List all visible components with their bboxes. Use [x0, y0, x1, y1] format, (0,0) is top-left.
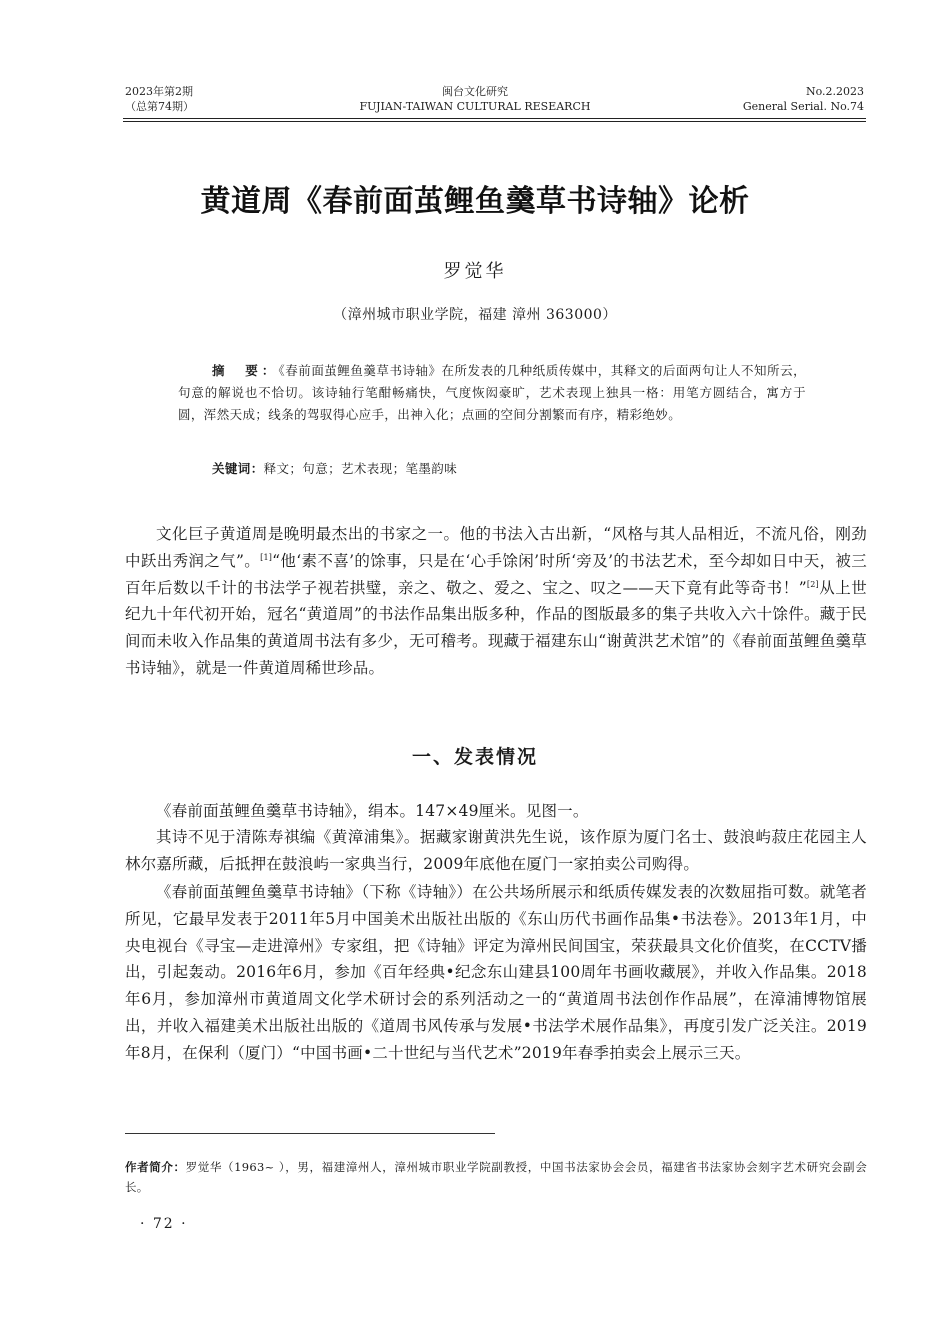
header-rule-thin [123, 121, 866, 122]
header-issue-en [743, 84, 864, 114]
abstract-text: 《春前面茧鲤鱼羹草书诗轴》在所发表的几种纸质传媒中，其释文的后面两句让人不知所云，句意的解说也不恰切。该诗轴行笔酣畅痛快，气度恢闳豪旷，艺术表现上独具一格：用笔方圆结合，寓方于圆，浑然天成；线条的驾驭得心应手，出神入化；点画的空间分割繁而有序，精彩绝妙。 [178, 363, 806, 422]
header-journal-en: FUJIAN-TAIWAN CULTURAL RESEARCH [359, 100, 591, 113]
citation-2: [2] [806, 579, 819, 589]
paragraph-1-part-c: 从上世纪九十年代初开始，冠名“黄道周”的书法作品集出版多种，作品的图版最多的集子共收入六十馀件。藏于民间而未收入作品集的黄道周书法有多少，无可稽考。现藏于福建东山“谢黄洪艺术馆”的《春前面茧鲤鱼羹草书诗轴》，就是一件黄道周稀世珍品。 [125, 578, 867, 677]
body-paragraph-2: 《春前面茧鲤鱼羹草书诗轴》，绢本。147×49厘米。见图一。 [156, 802, 589, 820]
keywords-label: 关键词： [212, 461, 264, 476]
section-heading: 一、发表情况 [411, 746, 538, 768]
header-rule-thick [123, 118, 866, 119]
author-bio-footnote [125, 1157, 867, 1197]
abstract-label: 摘 要： [212, 363, 279, 378]
paragraph-1-part-a: 文化巨子黄道周是晚明最杰出的书家之一。他的书法入古出新，“风格与其人品相近，不流凡俗，刚劲中跃出秀润之气”。 [125, 525, 867, 570]
header-issue: 2023年第2期 [125, 85, 193, 98]
header-serial: （总第74期） [125, 100, 194, 113]
abstract [178, 360, 806, 426]
header-number: No.2.2023 [805, 85, 864, 98]
keywords-text: 释文；句意；艺术表现；笔墨韵味 [263, 461, 458, 476]
article-author: 罗觉华 [443, 261, 507, 282]
author-affiliation: （漳州城市职业学院，福建 漳州 363000） [333, 307, 617, 323]
body-paragraph-4: 《春前面茧鲤鱼羹草书诗轴》（下称《诗轴》）在公共场所展示和纸质传媒发表的次数屈指可数。就笔者所见，它最早发表于2011年5月中国美术出版社出版的《东山历代书画作品集•书法卷》。2013年1月，中央电视台《寻宝—走进漳州》专家组，把《诗轴》评定为漳州民间国宝，荣获最具文化价值奖，在CCTV播出，引起轰动。2016年6月，参加《百年经典•纪念东山建县100周年书画收藏展》，并收入作品集。2018年6月，参加漳州市黄道周文化学术研讨会的系列活动之一的“黄道周书法创作作品展”，在漳浦博物馆展出，并收入福建美术出版社出版的《道周书风传承与发展•书法学术展作品集》，再度引发广泛关注。2019年8月，在保利（厦门）“中国书画•二十世纪与当代艺术”2019年春季拍卖会上展示三天。 [125, 883, 867, 1062]
footnote-rule [125, 1133, 495, 1134]
footnote-label: 作者简介： [125, 1160, 186, 1174]
keywords [212, 459, 457, 477]
article-title: 黄道周《春前面茧鲤鱼羹草书诗轴》论析 [200, 184, 750, 219]
page-number: · 72 · [140, 1216, 188, 1232]
header-general-serial: General Serial. No.74 [742, 100, 864, 113]
citation-1: [1] [260, 552, 273, 562]
footnote-text: 罗觉华（1963~ ），男，福建漳州人，漳州城市职业学院副教授，中国书法家协会会员，福建省书法家协会刻字艺术研究会副会长。 [125, 1160, 867, 1194]
body-paragraph-3: 其诗不见于清陈寿祺编《黄漳浦集》。据藏家谢黄洪先生说，该作原为厦门名士、鼓浪屿菽庄花园主人林尔嘉所藏，后抵押在鼓浪屿一家典当行，2009年底他在厦门一家拍卖公司购得。 [125, 828, 867, 873]
header-journal-cn: 闽台文化研究 [442, 85, 508, 98]
header-journal-name [300, 84, 650, 114]
paragraph-1-part-b: “他‘素不喜’的馀事，只是在‘心手馀闲’时所‘旁及’的书法艺术，至今却如日中天，被三百年后数以千计的书法学子视若拱璧，亲之、敬之、爱之、宝之、叹之——天下竟有此等奇书！” [125, 551, 867, 597]
body-paragraph-1 [125, 521, 867, 682]
header-issue-info [125, 84, 194, 114]
